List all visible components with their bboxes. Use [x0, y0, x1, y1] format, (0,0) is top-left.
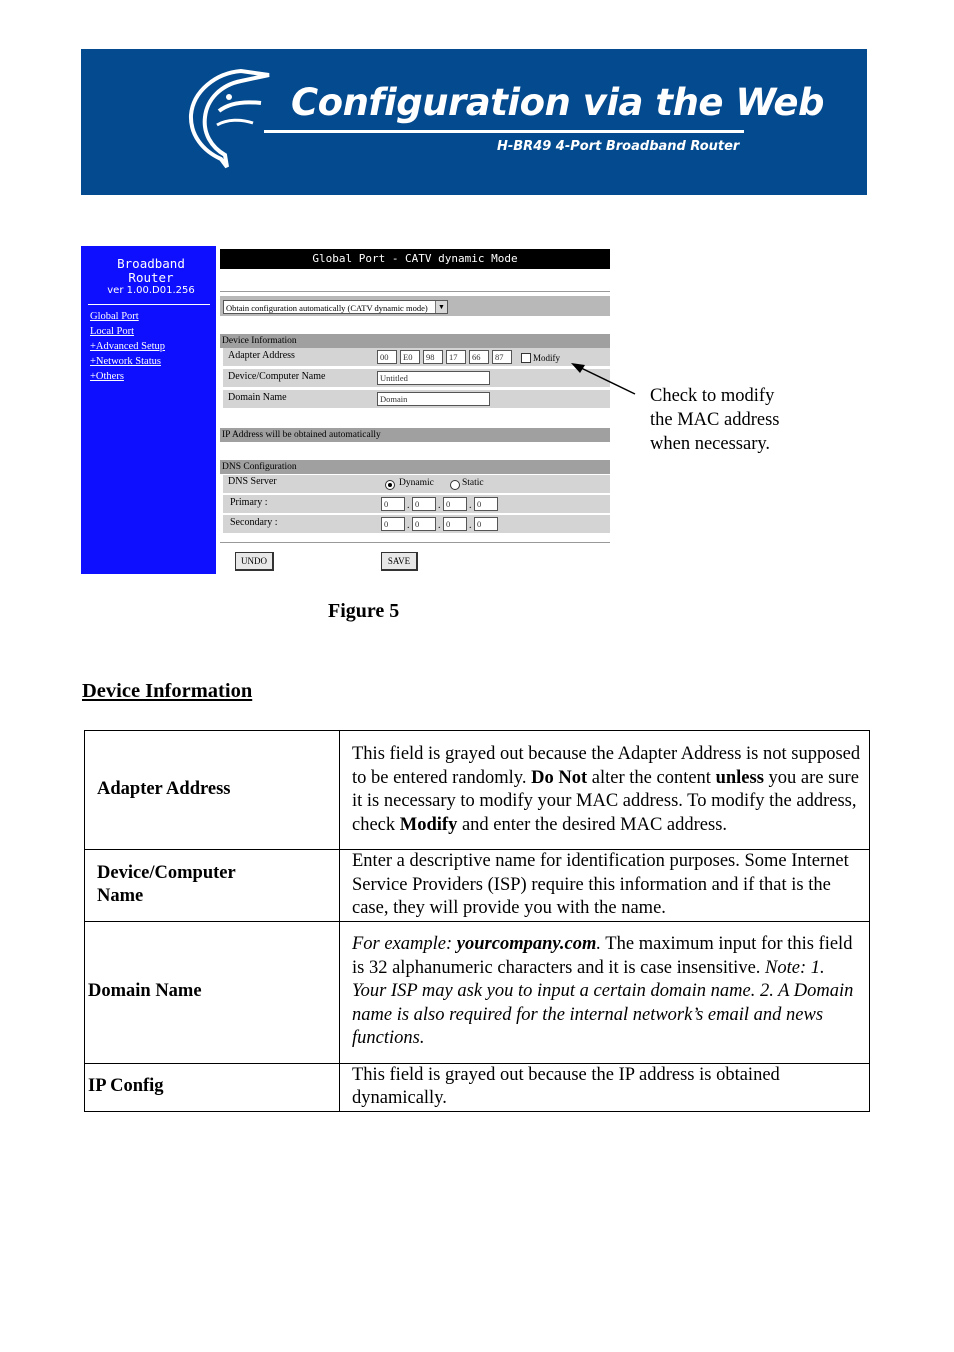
adapter-address-cell: Adapter Address: [85, 731, 340, 850]
secondary-dns-octet-2[interactable]: 0: [412, 517, 436, 531]
sidebar-item-local-port[interactable]: Local Port: [90, 326, 135, 337]
save-button[interactable]: SAVE: [381, 552, 418, 571]
modify-label: Modify: [533, 353, 560, 363]
dot-separator: .: [469, 500, 472, 511]
primary-dns-row: [223, 495, 610, 513]
table-row: [85, 1063, 870, 1111]
banner-divider: [264, 130, 744, 133]
primary-dns-label: Primary :: [230, 497, 268, 508]
desc-bold: unless: [715, 767, 764, 788]
sidebar-title: Broadband: [117, 256, 185, 271]
router-config-screenshot: [81, 246, 611, 574]
dot-separator: .: [407, 520, 410, 531]
desc-text: and enter the desired MAC address.: [457, 814, 728, 835]
adapter-address-label: Adapter Address: [228, 350, 295, 361]
desc-bold: Do Not: [531, 767, 588, 788]
desc-text: alter the content: [587, 767, 716, 788]
field-description-table: [84, 730, 870, 1112]
banner-subtitle: H-BR49 4-Port Broadband Router: [497, 139, 740, 154]
desc-text: This field is grayed out because the Adapter Address is not supposed to be entered randomly.: [352, 744, 861, 788]
ip-config-cell: IP Config: [85, 1063, 340, 1111]
mac-field-3: 98: [423, 350, 443, 364]
sidebar-divider: [88, 304, 210, 305]
chevron-down-icon[interactable]: ▼: [435, 301, 447, 313]
domain-name-desc: [340, 921, 870, 1063]
desc-bold: Modify: [399, 814, 458, 835]
config-pane: [220, 246, 610, 574]
domain-name-input[interactable]: Domain: [377, 392, 490, 406]
mode-select[interactable]: [223, 300, 448, 314]
device-name-input[interactable]: Untitled: [377, 371, 490, 385]
primary-dns-octet-4[interactable]: 0: [474, 497, 498, 511]
device-name-cell: [85, 850, 340, 922]
dns-server-label: DNS Server: [228, 476, 277, 487]
device-name-desc: Enter a descriptive name for identification purposes. Some Internet Service Providers (ISP) require this information and if that is the case, they will provide you with the name.: [340, 850, 870, 922]
domain-name-row: [223, 390, 610, 408]
adapter-address-desc: [340, 731, 870, 850]
device-name-label: Device/Computer Name: [228, 371, 326, 382]
callout-line: Check to modify: [650, 386, 775, 406]
section-heading: Device Information: [82, 680, 253, 702]
mac-field-6: 87: [492, 350, 512, 364]
primary-dns-octet-2[interactable]: 0: [412, 497, 436, 511]
eagle-logo-icon: [181, 63, 276, 173]
dns-static-radio[interactable]: [450, 480, 460, 490]
sidebar-item-advanced-setup[interactable]: +Advanced Setup: [90, 341, 166, 352]
dns-config-header: DNS Configuration: [220, 460, 610, 474]
mac-field-5: 66: [469, 350, 489, 364]
label-line: Device/Computer: [97, 862, 236, 883]
mode-select-value: Obtain configuration automatically (CATV dynamic mode): [226, 303, 428, 313]
callout-note: [650, 384, 779, 456]
divider: [220, 291, 610, 292]
device-info-header: Device Information: [220, 334, 610, 348]
sidebar-item-others[interactable]: +Others: [90, 371, 124, 382]
secondary-dns-octet-4[interactable]: 0: [474, 517, 498, 531]
label-line: Name: [97, 886, 144, 907]
callout-arrow-icon: [565, 360, 640, 400]
dot-separator: .: [438, 520, 441, 531]
desc-italic: Note: 1. Your ISP may ask you to input a certain domain name. 2. A Domain name is also required for the internal network’s email and news functions.: [352, 957, 854, 1049]
dot-separator: .: [469, 520, 472, 531]
page-title: Global Port - CATV dynamic Mode: [220, 249, 610, 269]
secondary-dns-label: Secondary :: [230, 517, 278, 528]
primary-dns-octet-1[interactable]: 0: [381, 497, 405, 511]
mac-field-2: E0: [400, 350, 420, 364]
desc-italic: .: [596, 934, 602, 955]
banner-title: Configuration via the Web: [291, 81, 824, 124]
dns-static-label: Static: [462, 478, 484, 488]
dot-separator: .: [438, 500, 441, 511]
mac-field-4: 17: [446, 350, 466, 364]
domain-name-label: Domain Name: [228, 392, 287, 403]
divider: [220, 542, 610, 543]
desc-italic: For example:: [352, 934, 457, 955]
sidebar-title-2: Router: [128, 270, 174, 285]
dot-separator: .: [407, 500, 410, 511]
table-row: [85, 850, 870, 922]
ip-config-desc: This field is grayed out because the IP address is obtained dynamically.: [340, 1063, 870, 1111]
table-row: [85, 731, 870, 850]
secondary-dns-row: [223, 515, 610, 533]
secondary-dns-octet-1[interactable]: 0: [381, 517, 405, 531]
modify-checkbox[interactable]: [521, 353, 531, 363]
dns-server-row: [223, 475, 610, 493]
domain-name-cell: Domain Name: [85, 921, 340, 1063]
callout-line: when necessary.: [650, 434, 771, 454]
adapter-address-row: [223, 348, 610, 366]
dns-dynamic-radio[interactable]: [385, 480, 395, 490]
desc-bold-italic: yourcompany.com: [456, 934, 597, 955]
sidebar-version: ver 1.00.D01.256: [107, 285, 195, 296]
secondary-dns-octet-3[interactable]: 0: [443, 517, 467, 531]
ip-notice: IP Address will be obtained automatically: [220, 428, 610, 442]
mac-field-1: 00: [377, 350, 397, 364]
sidebar: [81, 246, 216, 574]
callout-line: the MAC address: [650, 410, 780, 430]
sidebar-item-global-port[interactable]: Global Port: [90, 311, 139, 322]
sidebar-item-network-status[interactable]: +Network Status: [90, 356, 161, 367]
device-name-row: [223, 369, 610, 387]
dns-dynamic-label: Dynamic: [399, 478, 434, 488]
figure-caption: Figure 5: [328, 600, 400, 622]
desc-text: you are sure it is necessary to modify your MAC address. To modify the address, check: [352, 767, 859, 835]
header-banner: [81, 49, 867, 195]
desc-text: The maximum input for this field is 32 alphanumeric characters and it is case insensitive.: [352, 934, 853, 978]
primary-dns-octet-3[interactable]: 0: [443, 497, 467, 511]
table-row: [85, 921, 870, 1063]
undo-button[interactable]: UNDO: [235, 552, 274, 571]
